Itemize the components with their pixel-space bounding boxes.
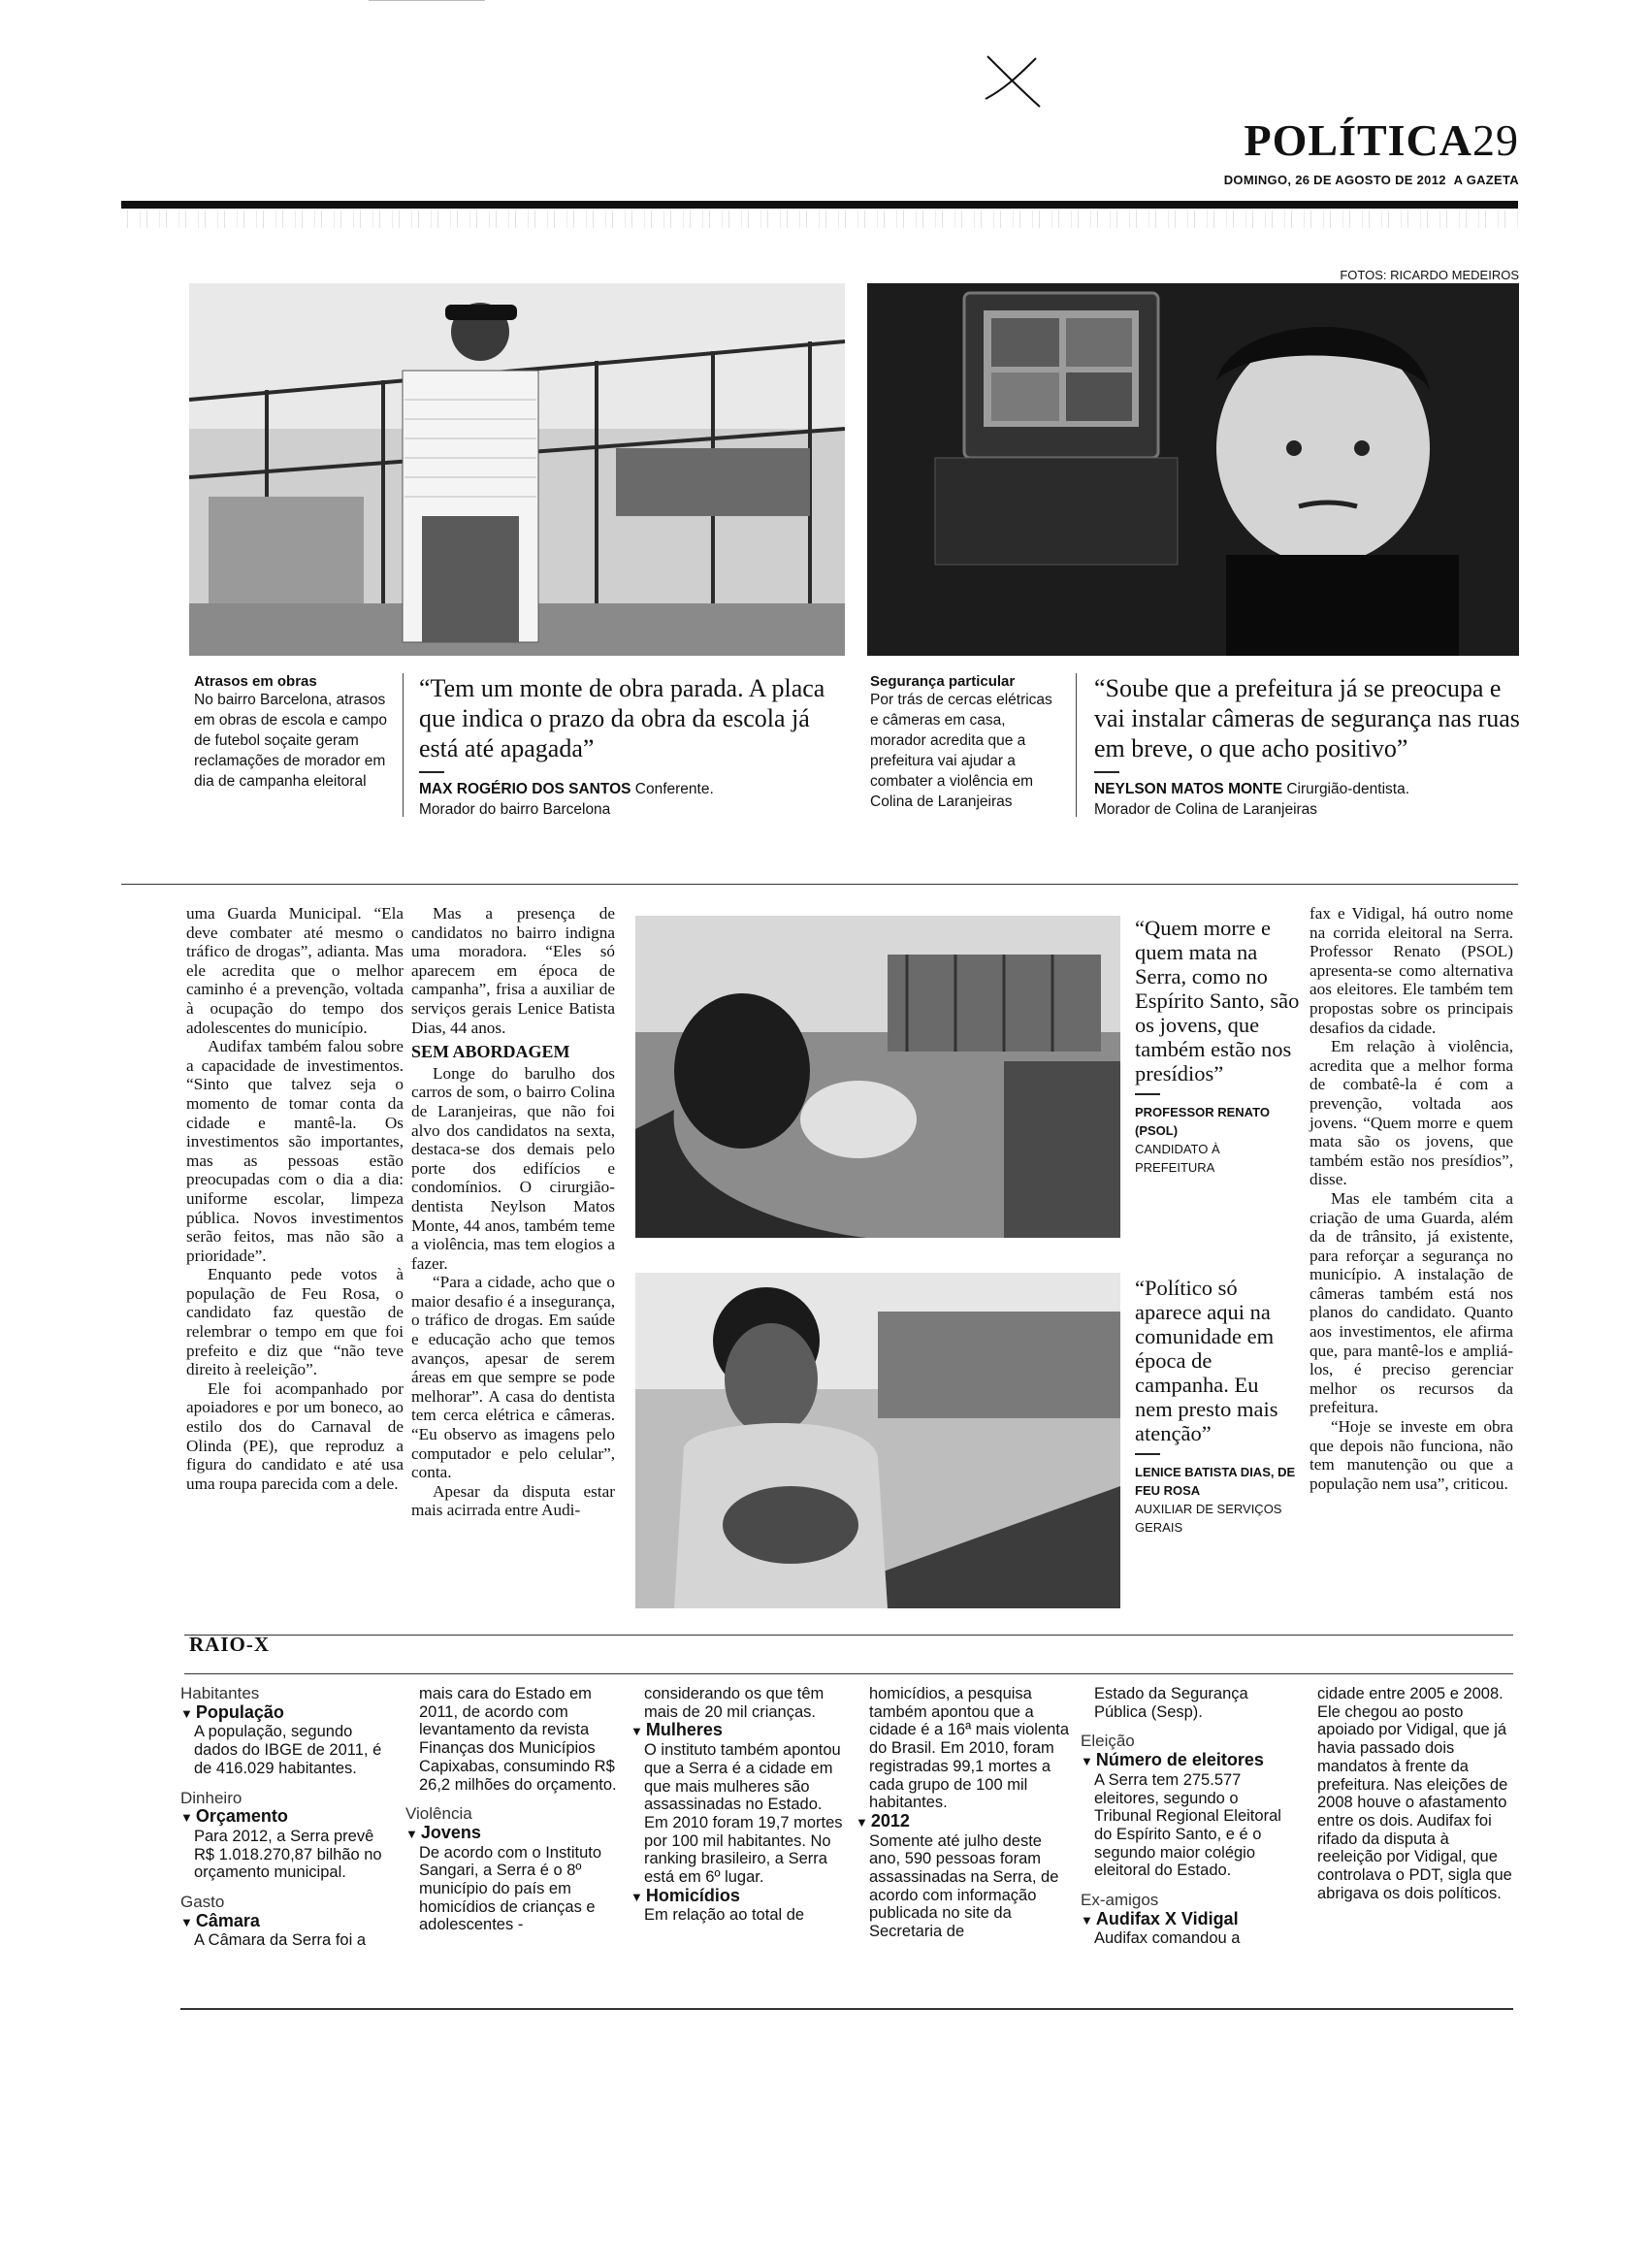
raio-x-bottom-rule <box>180 2008 1513 2010</box>
raio-x-text: Em relação ao total de <box>644 1906 805 1925</box>
raio-x-text: Para 2012, a Serra prevê R$ 1.018.270,87 bilhão no orçamento municipal. <box>194 1827 382 1882</box>
scan-edge-line <box>369 0 485 1</box>
raio-x-column-6 <box>1306 1685 1513 1902</box>
raio-x-category: Eleição <box>1081 1732 1135 1751</box>
source-role: AUXILIAR DE SERVIÇOS GERAIS <box>1135 1502 1282 1535</box>
quote-dash <box>419 771 444 773</box>
paragraph: Audifax também falou sobre a capacidade de investimentos. “Sinto que talvez seja o momento de tomar conta da cidade e mantê-la. Os investimentos são importantes, mas as pessoas estão preocupadas com o dia a dia: uniforme escolar, limpeza pública. Novos investimentos serão feitos, mas não são a prioridade”. <box>186 1037 404 1265</box>
source-place: Morador de Colina de Laranjeiras <box>1094 801 1318 818</box>
quote-right-text: “Soube que a prefeitura já se preocupa e vai instalar câmeras de segurança nas ruas em breve, o que acho positivo” <box>1094 674 1520 762</box>
paragraph: uma Guarda Municipal. “Ela deve combater até mesmo o tráfico de drogas”, adianta. Mas ele acredita que o melhor caminho é a prevenção, voltada à ocupação do tempo dos adolescentes do município. <box>186 904 404 1037</box>
raio-x-text: mais cara do Estado em 2011, de acordo com levantamento da revista Finanças dos Municípios Capixabas, consumindo R$ 26,2 milhões do orçamento. <box>419 1685 617 1794</box>
raio-x-category: Ex-amigos <box>1081 1891 1159 1910</box>
raio-x-category: Violência <box>405 1804 472 1824</box>
quote-left-text: “Tem um monte de obra parada. A placa que indica o prazo da obra da escola já está até apagada” <box>419 674 825 762</box>
raio-x-text: A Câmara da Serra foi a <box>194 1931 367 1950</box>
raio-x-column-2 <box>405 1685 619 1934</box>
source-role: Cirurgião-dentista. <box>1286 781 1410 797</box>
paragraph: “Para a cidade, acho que o maior desafio é a insegurança, o tráfico de drogas. Em saúde e educação acho que temos avanços, apesar de serem áreas em que sempre se pode melhorar”. A casa do dentista tem cerca elétrica e câmeras. “Eu observo as imagens pelo computador e pelo celular”, conta. <box>411 1273 615 1482</box>
pull-quote-renato <box>1135 916 1300 1177</box>
raio-x-heading: ▼ Jovens <box>405 1822 481 1842</box>
raio-x-column-1 <box>180 1685 394 1950</box>
caption-right-title: Segurança particular <box>870 673 1016 690</box>
raio-x-text: considerando os que têm mais de 20 mil crianças. <box>644 1685 824 1721</box>
caption-divider-left <box>403 673 404 817</box>
caption-left-title: Atrasos em obras <box>194 673 317 690</box>
raio-x-text: Estado da Segurança Pública (Sesp). <box>1094 1685 1248 1721</box>
raio-x-title-rule <box>184 1673 1513 1674</box>
quote-dash <box>1094 771 1119 773</box>
source-name: NEYLSON MATOS MONTE <box>1094 781 1283 797</box>
source-place: Morador do bairro Barcelona <box>419 801 611 818</box>
photo-resident-lenice <box>635 1273 1120 1608</box>
section-title: POLÍTICA29 <box>1244 115 1519 165</box>
paragraph: Ele foi acompanhado por apoiadores e por um boneco, ao estilo dos do Carnaval de Olinda (PE), que reproduz a figura do candidato e até usa uma roupa parecida com a dele. <box>186 1378 404 1493</box>
pull-quote-lenice <box>1135 1276 1300 1537</box>
raio-x-text: A população, segundo dados do IBGE de 2011, é de 416.029 habitantes. <box>194 1723 382 1777</box>
quote-dash <box>1135 1453 1160 1455</box>
raio-x-heading: ▼ Câmara <box>180 1910 260 1930</box>
photo-construction-site <box>189 283 845 656</box>
paragraph: Longe do barulho dos carros de som, o bairro Colina de Laranjeiras, que não foi alvo dos candidatos na sexta, destaca-se dos demais pelo porte dos edifícios e condomínios. O cirurgião-dentista Neylson Matos Monte, 44 anos, também teme a violência, mas tem elogios a fazer. <box>411 1063 615 1273</box>
quote-left <box>419 673 826 820</box>
paragraph: Mas a presença de candidatos no bairro indigna uma moradora. “Eles só aparecem em época de campanha”, frisa a auxiliar de serviços gerais Lenice Batista Dias, 44 anos. <box>411 904 615 1037</box>
paragraph: Mas ele também cita a criação de uma Guarda, além da de trânsito, já existente, para reforçar a segurança no município. A instalação de câmeras também está nos planos do candidato. Quanto aos investimentos, ele afirma que, para mantê-los e ampliá-los, é preciso gerenciar melhor os recursos da prefeitura. <box>1310 1188 1513 1417</box>
scan-noise-band <box>121 211 1518 228</box>
quote-dash <box>1135 1093 1160 1095</box>
photo-candidate-renato <box>635 916 1120 1238</box>
section-divider <box>121 884 1518 885</box>
pull-quote-source <box>1135 1103 1300 1177</box>
caption-left-text: No bairro Barcelona, atrasos em obras de escola e campo de futebol soçaite geram reclamações de morador em dia de campanha eleitoral <box>194 692 388 790</box>
date-text: DOMINGO, 26 DE AGOSTO DE 2012 <box>1223 173 1446 187</box>
header-rule <box>121 201 1518 209</box>
handwritten-x-mark <box>980 49 1048 116</box>
source-name: LENICE BATISTA DIAS, DE FEU ROSA <box>1135 1465 1296 1498</box>
photo-credit: FOTOS: RICARDO MEDEIROS <box>1340 268 1519 282</box>
raio-x-category: Gasto <box>180 1893 225 1912</box>
raio-x-top-rule <box>184 1635 1513 1636</box>
paragraph: “Hoje se investe em obra que depois não funciona, não tem manutenção ou que a população nem usa”, criticou. <box>1310 1417 1513 1493</box>
caption-right <box>870 673 1064 812</box>
raio-x-text: O instituto também apontou que a Serra é a cidade em que mais mulheres são assassinadas no Estado. Em 2010 foram 19,7 mortes por 100 mil habitantes. No ranking brasileiro, a Serra está em 6º lugar. <box>644 1741 843 1887</box>
photo-security-monitor <box>867 283 1519 656</box>
pull-quote-source <box>1135 1463 1300 1537</box>
page-number: 29 <box>1472 115 1519 165</box>
pull-quote-text: “Político só aparece aqui na comunidade em época de campanha. Eu nem presto mais atenção” <box>1135 1276 1278 1445</box>
raio-x-category: Habitantes <box>180 1684 260 1702</box>
raio-x-column-4 <box>856 1685 1074 1941</box>
quote-right-attribution <box>1094 779 1521 820</box>
raio-x-heading: ▼ Número de eleitores <box>1081 1750 1264 1770</box>
caption-right-text: Por trás de cercas elétricas e câmeras em casa, morador acredita que a prefeitura vai ajudar a combater a violência em Colina de Laranjeiras <box>870 692 1052 810</box>
raio-x-heading: ▼ 2012 <box>856 1810 910 1831</box>
caption-left <box>194 673 393 792</box>
source-name: MAX ROGÉRIO DOS SANTOS <box>419 781 631 797</box>
raio-x-category: Dinheiro <box>180 1788 242 1807</box>
raio-x-column-3 <box>630 1685 844 1925</box>
article-column-2 <box>411 904 615 1520</box>
article-column-1 <box>186 904 404 1493</box>
raio-x-text: A Serra tem 275.577 eleitores, segundo o Tribunal Regional Eleitoral do Espírito Santo, e é o segundo maior colégio eleitoral do Estado. <box>1094 1770 1281 1880</box>
raio-x-column-5 <box>1081 1685 1296 1948</box>
raio-x-heading: ▼ Mulheres <box>630 1720 723 1740</box>
raio-x-text: Audifax comandou a <box>1094 1929 1241 1948</box>
quote-left-attribution <box>419 779 826 820</box>
subheading: SEM ABORDAGEM <box>411 1042 570 1062</box>
raio-x-heading: ▼ Homicídios <box>630 1885 740 1905</box>
raio-x-heading: ▼ Audifax X Vidigal <box>1081 1908 1239 1928</box>
paragraph: fax e Vidigal, há outro nome na corrida eleitoral na Serra. Professor Renato (PSOL) apresenta-se como alternativa aos eleitores. Ele também tem propostas sobre os principais desafios da cidade. <box>1310 904 1513 1037</box>
raio-x-text: homicídios, a pesquisa também apontou que a cidade é a 16ª mais violenta do Brasil. Em 2010, foram registradas 99,1 mortes a cada grupo de 100 mil habitantes. <box>869 1685 1070 1812</box>
source-role: Conferente. <box>634 781 714 797</box>
raio-x-text: Somente até julho deste ano, 590 pessoas foram assassinadas na Serra, de acordo com informação publicada no site da Secretaria de <box>869 1831 1059 1941</box>
article-column-5 <box>1310 904 1513 1493</box>
source-role: CANDIDATO À PREFEITURA <box>1135 1142 1220 1175</box>
source-name: PROFESSOR RENATO (PSOL) <box>1135 1105 1270 1138</box>
publication-name: A GAZETA <box>1453 173 1519 187</box>
pull-quote-text: “Quem morre e quem mata na Serra, como no Espírito Santo, são os jovens, que também estão nos presídios” <box>1135 916 1300 1085</box>
paragraph: Enquanto pede votos à população de Feu Rosa, o candidato faz questão de relembrar o tempo em que foi prefeito e diz que “não teve direito à reeleição”. <box>186 1265 404 1379</box>
caption-divider-right <box>1076 673 1077 817</box>
paragraph: Em relação à violência, acredita que a melhor forma de combatê-la é com a prevenção, voltada aos jovens. “Quem morre e quem mata são os jovens, que também estão nos presídios”, disse. <box>1310 1037 1513 1189</box>
raio-x-text: De acordo com o Instituto Sangari, a Serra é o 8º município do país em homicídios de crianças e adolescentes - <box>419 1843 602 1934</box>
quote-right <box>1094 673 1521 820</box>
paragraph: Apesar da disputa estar mais acirrada entre Audi- <box>411 1481 615 1520</box>
raio-x-title: RAIO-X <box>189 1633 270 1656</box>
raio-x-heading: ▼ Orçamento <box>180 1806 288 1827</box>
raio-x-heading: ▼ População <box>180 1701 284 1722</box>
raio-x-text: cidade entre 2005 e 2008. Ele chegou ao posto apoiado por Vidigal, que já havia passado dois mandatos à frente da prefeitura. Nas eleições de 2008 houve o afastamento entre os dois. Audifax foi rifado da disputa à reeleição por Vidigal, que controlava o PDT, sigla que abrigava os dois políticos. <box>1317 1685 1512 1902</box>
dateline <box>1224 173 1519 187</box>
